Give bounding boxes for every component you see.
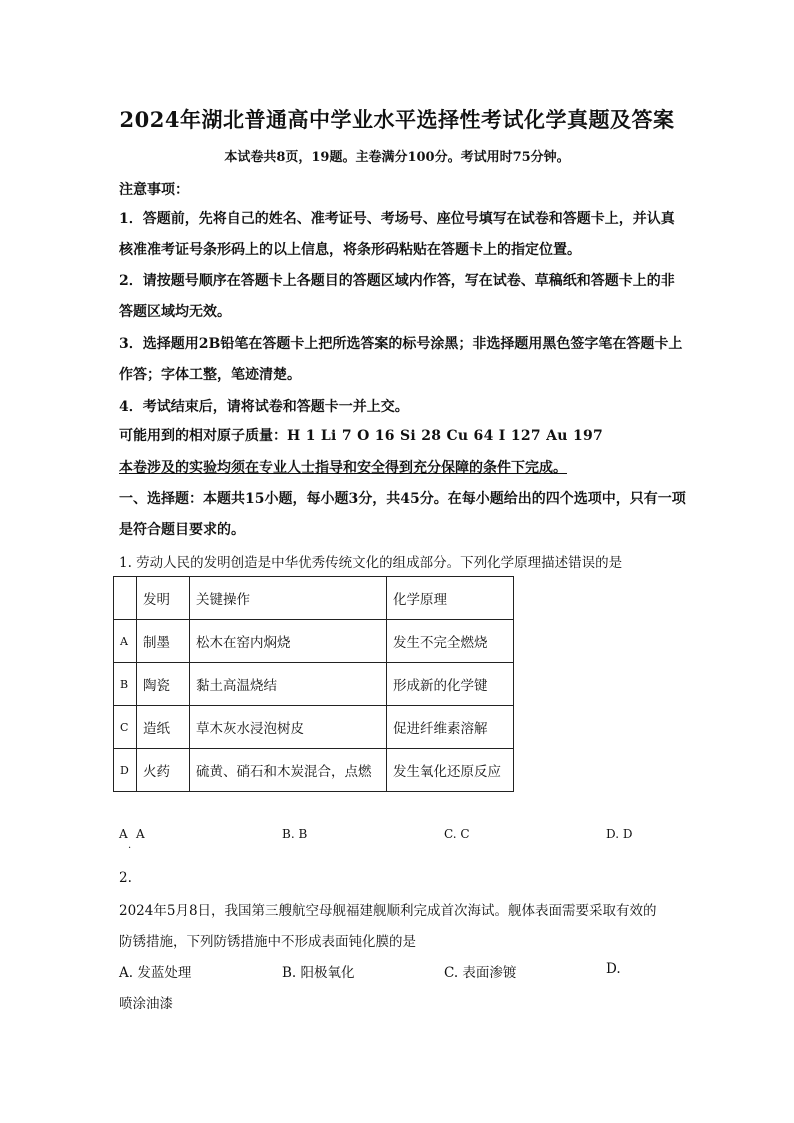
table-cell: 发生不完全燃烧 [387,620,514,663]
question-2-number: 2. [119,870,132,886]
table-cell: D [114,749,137,792]
notice-line: 2．请按题号顺序在答题卡上各题目的答题区域内作答，写在试卷、草稿纸和答题卡上的非 [119,273,675,289]
table-cell: B [114,663,137,706]
table-header-row [114,577,514,620]
table-cell: 促进纤维素溶解 [387,706,514,749]
table-header-cell: 关键操作 [190,577,387,620]
atomic-mass-values: H 1 Li 7 O 16 Si 28 Cu 64 I 127 Au 197 [287,428,604,444]
notice-line: 核准准考证号条形码上的以上信息，将条形码粘贴在答题卡上的指定位置。 [119,242,581,258]
notice-line: 4．考试结束后，请将试卷和答题卡一并上交。 [119,399,409,415]
table-cell: 形成新的化学键 [387,663,514,706]
table-cell: 制墨 [137,620,190,663]
question-2-stem: 2024年5月8日，我国第三艘航空母舰福建舰顺利完成首次海试。舰体表面需要采取有效的 [119,903,657,919]
page-title: 2024年湖北普通高中学业水平选择性考试化学真题及答案 [119,107,675,132]
option-d: D. [606,961,621,977]
question-2-stem: 防锈措施，下列防锈措施中不形成表面钝化膜的是 [119,934,416,950]
notice-line: 答题区域均无效。 [119,304,231,320]
table-cell: 发生氧化还原反应 [387,749,514,792]
table-cell: 硫黄、硝石和木炭混合，点燃 [190,749,387,792]
table-cell: 陶瓷 [137,663,190,706]
option-a-dot: . [128,840,132,851]
option-a: A [136,827,145,841]
notice-line: 3．选择题用2B铅笔在答题卡上把所选答案的标号涂黑；非选择题用黑色签字笔在答题卡上 [119,336,683,352]
table-row [114,620,514,663]
table-cell: C [114,706,137,749]
atomic-mass-line [119,425,603,445]
option-a-label: A [119,827,128,841]
option-b: B. 阳极氧化 [282,965,355,981]
section-heading: 是符合题目要求的。 [119,522,245,538]
table-row [114,663,514,706]
question-1-stem: 1. 劳动人民的发明创造是中华优秀传统文化的组成部分。下列化学原理描述错误的是 [119,555,623,571]
option-c: C. C [444,827,470,841]
table-cell: 造纸 [137,706,190,749]
table-cell: 草木灰水浸泡树皮 [190,706,387,749]
atomic-mass-label: 可能用到的相对原子质量： [119,428,287,444]
option-b: B. B [282,827,308,841]
option-d: D. D [606,827,633,841]
table-cell: 黏土高温烧结 [190,663,387,706]
safety-note: 本卷涉及的实验均须在专业人士指导和安全得到充分保障的条件下完成。 [119,460,567,476]
table-cell: 火药 [137,749,190,792]
notice-heading: 注意事项： [119,182,189,198]
option-d-text: 喷涂油漆 [119,996,173,1012]
question-1-table [113,576,514,792]
section-heading: 一、选择题：本题共15小题，每小题3分，共45分。在每小题给出的四个选项中，只有一项 [119,491,686,507]
notice-line: 1．答题前，先将自己的姓名、准考证号、考场号、座位号填写在试卷和答题卡上，并认真 [119,211,675,227]
table-cell: A [114,620,137,663]
table-cell: 松木在窑内焖烧 [190,620,387,663]
option-c: C. 表面渗镀 [444,965,517,981]
table-row [114,749,514,792]
exam-info: 本试卷共8页，19题。主卷满分100分。考试用时75分钟。 [224,150,570,165]
table-header-cell: 化学原理 [387,577,514,620]
option-a: A. 发蓝处理 [119,965,192,981]
table-header-cell [114,577,137,620]
table-header-cell: 发明 [137,577,190,620]
notice-line: 作答；字体工整，笔迹清楚。 [119,367,301,383]
table-row [114,706,514,749]
